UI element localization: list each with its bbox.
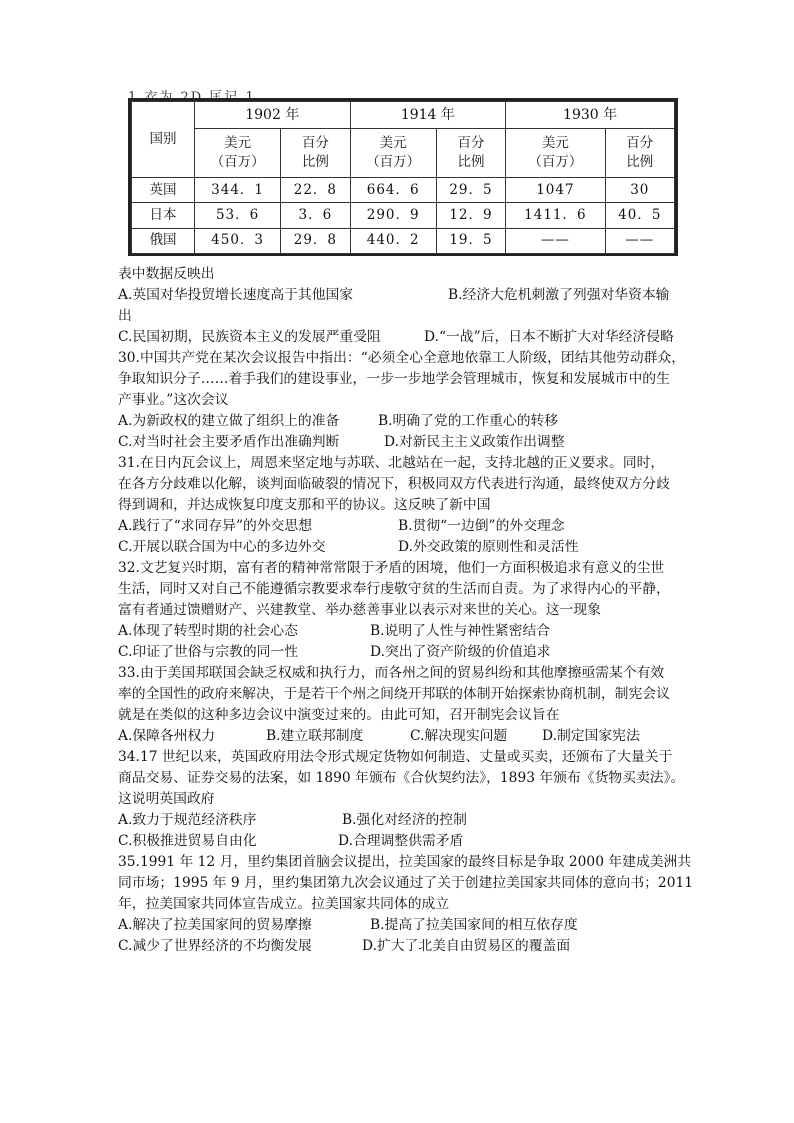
q29-stem: 表中数据反映出	[118, 266, 215, 282]
q35-option-d: D.扩大了北美自由贸易区的覆盖面	[362, 938, 571, 954]
q33-option-b: B.建立联邦制度	[266, 728, 364, 744]
q35-option-b: B.提高了拉美国家间的相互依存度	[370, 917, 578, 933]
amount-header: 美元 （百万）	[350, 129, 436, 178]
amount-header: 美元 （百万）	[195, 129, 281, 178]
q34-option-b: B.强化对经济的控制	[342, 812, 467, 828]
q33-stem-line: 33.由于美国邦联国会缺乏权威和执行力，而各州之间的贸易纠纷和其他摩擦亟需某个有效	[118, 665, 665, 681]
country-cell: 英国	[132, 178, 195, 203]
value-cell: 344．1	[195, 178, 281, 203]
q34-option-d: D.合理调整供需矛盾	[338, 833, 464, 849]
amount-header: 美元 （百万）	[506, 129, 605, 178]
value-cell: 53．6	[195, 203, 281, 228]
q33-option-c: C.解决现实问题	[410, 728, 508, 744]
q32-option-c: C.印证了世俗与宗教的同一性	[118, 644, 299, 660]
q29-option-b: B.经济大危机刺激了列强对华资本输	[448, 287, 670, 303]
year-header: 1914 年	[350, 102, 506, 129]
header-fragment-text: 1 衣为 2D 匡记 1	[128, 90, 256, 105]
value-cell: 29．5	[436, 178, 505, 203]
table-year-row	[132, 102, 675, 129]
percent-header: 百分 比例	[281, 129, 350, 178]
q32-option-d: D.突出了资产阶级的价值追求	[370, 644, 551, 660]
q34-stem-line: 这说明英国政府	[118, 791, 215, 807]
q34-option-a: A.致力于规范经济秩序	[118, 812, 257, 828]
q31-option-d: D.外交政策的原则性和灵活性	[398, 539, 579, 555]
q35-option-a: A.解决了拉美国家间的贸易摩擦	[118, 917, 312, 933]
value-cell: 440．2	[350, 228, 436, 253]
q31-option-b: B.贯彻“一边倒”的外交理念	[398, 518, 565, 534]
q32-stem-line: 富有者通过馈赠财产、兴建教堂、举办慈善事业以表示对来世的关心。这一现象	[118, 602, 601, 618]
q31-stem-line: 得到调和，并达成恢复印度支那和平的协议。这反映了新中国	[118, 497, 491, 513]
q30-option-c: C.对当时社会主要矛盾作出准确判断	[118, 434, 340, 450]
value-cell: 30	[605, 178, 674, 203]
q30-option-b: B.明确了党的工作重心的转移	[378, 413, 559, 429]
q34-stem-line: 34.17 世纪以来，英国政府用法令形式规定货物如何制造、丈量或买卖，还颁布了大量关于	[118, 749, 673, 765]
year-header: 1930 年	[506, 102, 675, 129]
q35-stem-line: 35.1991 年 12 月，里约集团首脑会议提出，拉美国家的最终目标是争取 2000 年建成美洲共	[118, 854, 692, 870]
table-row	[132, 203, 675, 228]
q29-option-a: A.英国对华投贸增长速度高于其他国家	[118, 287, 354, 303]
table-subheader-row	[132, 129, 675, 178]
q32-option-a: A.体现了转型时期的社会心态	[118, 623, 298, 639]
country-cell: 日本	[132, 203, 195, 228]
q33-stem-line: 就是在类似的这种多边会议中演变过来的。由此可知，召开制宪会议旨在	[118, 707, 560, 723]
q30-option-a: A.为新政权的建立做了组织上的准备	[118, 413, 340, 429]
value-cell: ——	[605, 228, 674, 253]
value-cell: 1047	[506, 178, 605, 203]
q34-option-c: C.积极推进贸易自由化	[118, 833, 257, 849]
q32-option-b: B.说明了人性与神性紧密结合	[370, 623, 551, 639]
value-cell: 40．5	[605, 203, 674, 228]
q29-option-c: C.民国初期，民族资本主义的发展严重受阻	[118, 329, 381, 345]
value-cell: 1411．6	[506, 203, 605, 228]
q33-stem-line: 率的全国性的政府来解决，于是若干个州之间绕开邦联的体制开始探索协商机制，制宪会议	[118, 686, 670, 702]
table-row	[132, 178, 675, 203]
value-cell: 450．3	[195, 228, 281, 253]
q31-stem-line: 31.在日内瓦会议上，周恩来坚定地与苏联、北越站在一起，支持北越的正义要求。同时，	[118, 455, 665, 471]
q35-stem-line: 同市场；1995 年 9 月，里约集团第九次会议通过了关于创建拉美国家共同体的意向书；2011	[118, 875, 694, 891]
q32-stem-line: 生活，同时又对自己不能遵循宗教要求奉行虔敬守贫的生活而自责。为了求得内心的平静，	[118, 581, 670, 597]
value-cell: 664．6	[350, 178, 436, 203]
q34-stem-line: 商品交易、证券交易的法案，如 1890 年颁布《合伙契约法》，1893 年颁布《货物买卖法》。	[118, 770, 685, 786]
value-cell: 3．6	[281, 203, 350, 228]
q31-option-c: C.开展以联合国为中心的多边外交	[118, 539, 326, 555]
value-cell: 29．8	[281, 228, 350, 253]
investment-table	[131, 101, 675, 254]
q30-option-d: D.对新民主主义政策作出调整	[384, 434, 565, 450]
q35-stem-line: 年，拉美国家共同体宣告成立。拉美国家共同体的成立	[118, 896, 450, 912]
q29-option-d: D.“一战”后，日本不断扩大对华经济侵略	[424, 329, 674, 345]
value-cell: 290．9	[350, 203, 436, 228]
q32-stem-line: 32.文艺复兴时期，富有者的精神常常限于矛盾的困境，他们一方面积极追求有意义的尘世	[118, 560, 665, 576]
q30-stem-line: 30.中国共产党在某次会议报告中指出：“必须全心全意地依靠工人阶级，团结其他劳动群众，	[118, 350, 686, 366]
percent-header: 百分 比例	[605, 129, 674, 178]
q33-option-a: A.保障各州权力	[118, 728, 216, 744]
q30-stem-line: 产事业。”这次会议	[118, 392, 229, 408]
value-cell: 19．5	[436, 228, 505, 253]
q30-stem-line: 争取知识分子……着手我们的建设事业，一步一步地学会管理城市，恢复和发展城市中的生	[118, 371, 670, 387]
q29-option-b-cont: 出	[118, 308, 132, 324]
country-cell: 俄国	[132, 228, 195, 253]
q33-option-d: D.制定国家宪法	[542, 728, 640, 744]
q31-stem-line: 在各方分歧难以化解，谈判面临破裂的情况下，积极同双方代表进行沟通，最终使双方分歧	[118, 476, 670, 492]
table-corner-header: 国别	[132, 102, 195, 178]
table-row	[132, 228, 675, 253]
value-cell: 12．9	[436, 203, 505, 228]
data-table	[128, 98, 678, 256]
q35-option-c: C.减少了世界经济的不均衡发展	[118, 938, 312, 954]
q31-option-a: A.践行了“求同存异”的外交思想	[118, 518, 313, 534]
value-cell: ——	[506, 228, 605, 253]
value-cell: 22．8	[281, 178, 350, 203]
year-header: 1902 年	[195, 102, 351, 129]
percent-header: 百分 比例	[436, 129, 505, 178]
